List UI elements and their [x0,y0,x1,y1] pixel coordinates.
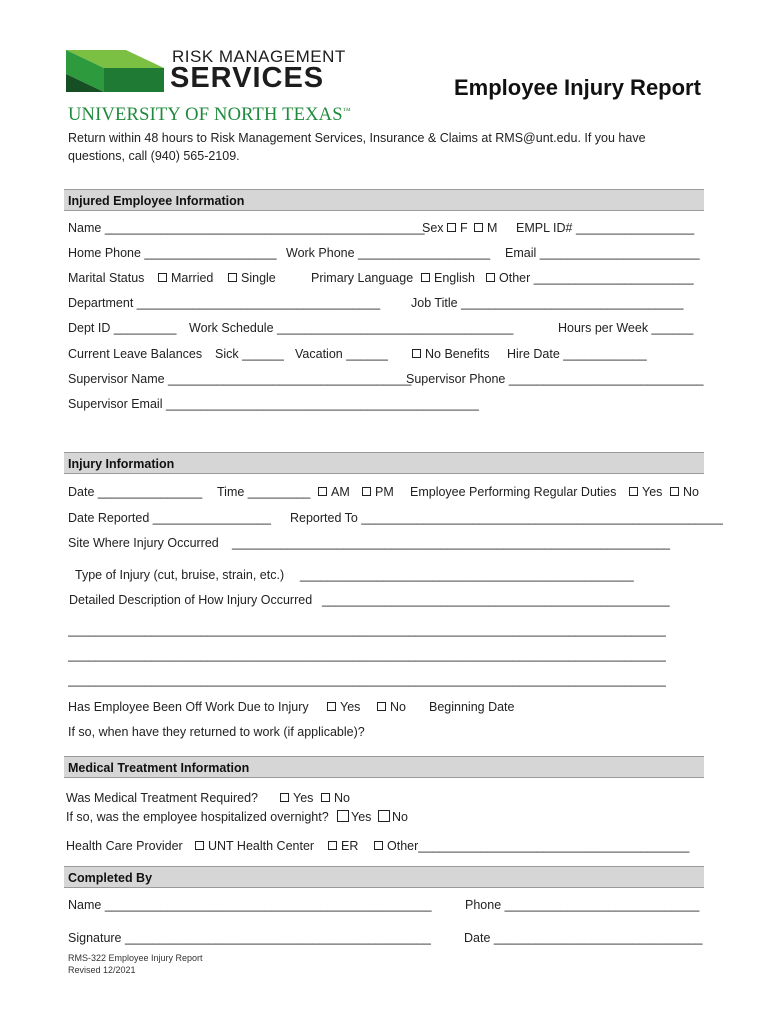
single-option[interactable]: Single [228,270,276,286]
off-work-label: Has Employee Been Off Work Due to Injury [68,700,309,714]
checkbox-icon[interactable] [447,223,456,232]
injury-date-field[interactable]: Date _______________ [68,485,203,499]
sex-m-option[interactable]: M [474,220,497,236]
work-schedule-field[interactable]: Work Schedule __________________________________ [189,321,514,335]
employee-name-field[interactable]: Name ______________________________________________ [68,221,425,235]
pm-option[interactable]: PM [362,484,394,500]
description-line-1[interactable]: ______________________________________________________________________________________ [68,623,666,637]
supervisor-email-field[interactable]: Supervisor Email _____________________________________________ [68,397,479,411]
intro-text: Return within 48 hours to Risk Management Services, Insurance & Claims at RMS@unt.edu. If you have questions, call (940) 565-2109. [68,131,646,163]
other-language-option[interactable]: Other _______________________ [486,270,694,286]
hospitalized-label: If so, was the employee hospitalized overnight? [66,810,329,824]
regular-duties-no-option[interactable]: No [670,484,699,500]
brand-top-text: RISK MANAGEMENT [172,47,346,66]
checkbox-icon[interactable] [327,702,336,711]
section-header-injured-employee: Injured Employee Information [64,189,704,211]
brand-main-text: SERVICES [170,62,325,94]
reported-to-field[interactable]: Reported To ____________________________________________________ [290,511,723,525]
revised-date: Revised 12/2021 [68,965,136,975]
hours-per-week-field[interactable]: Hours per Week ______ [558,321,694,335]
hospitalized-no-option[interactable]: No [378,809,408,825]
unt-health-center-option[interactable]: UNT Health Center [195,838,314,854]
completed-by-phone-field[interactable]: Phone ____________________________ [465,898,700,912]
injury-type-label: Type of Injury (cut, bruise, strain, etc.) [75,568,285,582]
off-work-yes-option[interactable]: Yes [327,699,360,715]
description-line-2[interactable]: ______________________________________________________________________________________ [68,648,666,662]
checkbox-icon[interactable] [362,487,371,496]
regular-duties-label: Employee Performing Regular Duties [410,485,617,499]
returned-to-work-field[interactable]: If so, when have they returned to work (if applicable)? [68,725,365,739]
department-field[interactable]: Department ___________________________________ [68,296,381,310]
checkbox-icon[interactable] [629,487,638,496]
married-option[interactable]: Married [158,270,213,286]
form-id: RMS-322 Employee Injury Report [68,953,203,963]
email-field[interactable]: Email _______________________ [505,246,700,260]
checkbox-icon[interactable] [158,273,167,282]
page-title: Employee Injury Report [454,75,701,100]
off-work-no-option[interactable]: No [377,699,406,715]
description-line-3[interactable]: ______________________________________________________________________________________ [68,673,666,687]
beginning-date-field[interactable]: Beginning Date [429,700,515,714]
english-option[interactable]: English [421,270,475,286]
checkbox-icon[interactable] [195,841,204,850]
primary-language-label: Primary Language [311,271,414,285]
am-option[interactable]: AM [318,484,350,500]
checkbox-icon[interactable] [374,841,383,850]
health-care-provider-label: Health Care Provider [66,839,183,853]
checkbox-icon[interactable] [474,223,483,232]
vacation-field[interactable]: Vacation ______ [295,347,388,361]
medical-required-label: Was Medical Treatment Required? [66,791,258,805]
hire-date-field[interactable]: Hire Date ____________ [507,347,647,361]
checkbox-icon[interactable] [318,487,327,496]
hospitalized-yes-option[interactable]: Yes [337,809,371,825]
injury-description-label: Detailed Description of How Injury Occurred [69,593,313,607]
checkbox-icon[interactable] [486,273,495,282]
injury-description-input[interactable]: __________________________________________________ [322,593,670,607]
empl-id-field[interactable]: EMPL ID# _________________ [516,221,695,235]
checkbox-icon[interactable] [328,841,337,850]
section-header-completed-by: Completed By [64,866,704,888]
other-provider-option[interactable]: Other_______________________________________ [374,838,689,854]
checkbox-icon[interactable] [412,349,421,358]
injury-type-input[interactable]: ________________________________________________ [300,568,634,582]
injury-site-input[interactable]: _______________________________________________________________ [232,536,670,550]
date-reported-field[interactable]: Date Reported _________________ [68,511,271,525]
sick-leave-field[interactable]: Sick ______ [215,347,284,361]
sex-f-option[interactable]: F [447,220,468,236]
supervisor-name-field[interactable]: Supervisor Name ___________________________________ [68,372,412,386]
checkbox-icon[interactable] [228,273,237,282]
medical-yes-option[interactable]: Yes [280,790,313,806]
leave-balances-label: Current Leave Balances [68,347,203,361]
university-name: UNIVERSITY OF NORTH TEXAS™ [68,105,351,126]
work-phone-field[interactable]: Work Phone ___________________ [286,246,491,260]
job-title-field[interactable]: Job Title ________________________________ [411,296,684,310]
no-benefits-option[interactable]: No Benefits [412,346,490,362]
medical-no-option[interactable]: No [321,790,350,806]
regular-duties-yes-option[interactable]: Yes [629,484,662,500]
section-header-injury: Injury Information [64,452,704,474]
home-phone-field[interactable]: Home Phone ___________________ [68,246,277,260]
section-header-medical: Medical Treatment Information [64,756,704,778]
completed-date-field[interactable]: Date ______________________________ [464,931,703,945]
completed-by-name-field[interactable]: Name _______________________________________________ [68,898,432,912]
injury-time-field[interactable]: Time _________ [217,485,311,499]
sex-label: Sex [422,221,444,235]
checkbox-icon[interactable] [337,810,349,822]
injury-site-label: Site Where Injury Occurred [68,536,219,550]
checkbox-icon[interactable] [421,273,430,282]
checkbox-icon[interactable] [670,487,679,496]
rms-logo-mark [64,46,166,96]
checkbox-icon[interactable] [280,793,289,802]
checkbox-icon[interactable] [377,702,386,711]
checkbox-icon[interactable] [321,793,330,802]
signature-field[interactable]: Signature ____________________________________________ [68,931,431,945]
checkbox-icon[interactable] [378,810,390,822]
dept-id-field[interactable]: Dept ID _________ [68,321,177,335]
er-option[interactable]: ER [328,838,358,854]
supervisor-phone-field[interactable]: Supervisor Phone ____________________________ [406,372,704,386]
marital-status-label: Marital Status [68,271,145,285]
